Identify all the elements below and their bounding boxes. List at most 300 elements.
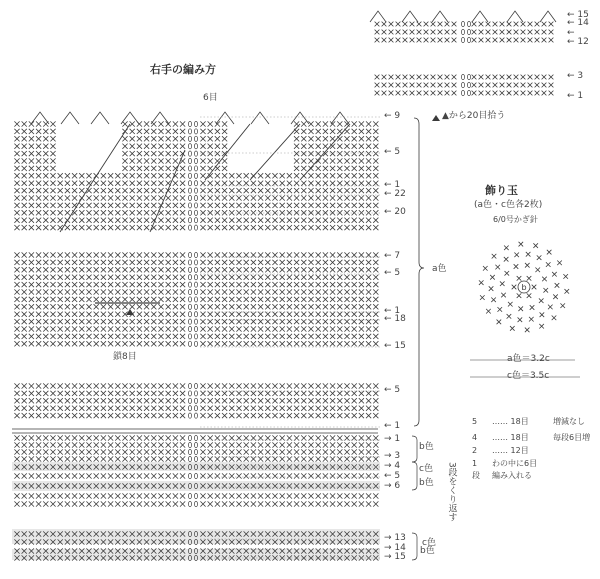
stitch-x	[101, 456, 106, 461]
stitch-x	[173, 341, 178, 346]
stitch-x	[222, 173, 227, 178]
stitch-x	[200, 173, 205, 178]
stitch-x	[287, 260, 292, 265]
ornament-stitch	[537, 255, 542, 260]
stitch-x	[173, 473, 178, 478]
stitch-x	[65, 195, 70, 200]
stitch-x	[151, 435, 156, 440]
stitch-x	[137, 144, 142, 149]
stitch-x	[158, 334, 163, 339]
stitch-x	[236, 391, 241, 396]
chain-stitch	[194, 136, 197, 141]
stitch-x	[115, 391, 120, 396]
pickup-marker-top	[432, 115, 440, 121]
stitch-x	[36, 341, 41, 346]
stitch-x	[229, 341, 234, 346]
stitch-x	[200, 166, 205, 171]
stitch-x	[280, 195, 285, 200]
stitch-x	[58, 181, 63, 186]
row-label: ← 22	[384, 189, 406, 199]
ornament-stitch	[527, 276, 532, 281]
stitch-x	[472, 91, 477, 96]
ornament-title: 飾り玉	[485, 184, 518, 197]
stitch-x	[272, 442, 277, 447]
stitch-x	[137, 129, 142, 134]
stitch-x	[180, 260, 185, 265]
stitch-x	[375, 83, 380, 88]
chain-stitch	[188, 319, 191, 324]
stitch-x	[359, 312, 364, 317]
stitch-x	[352, 493, 357, 498]
ornament-row-num: 4	[472, 433, 478, 442]
stitch-x	[366, 391, 371, 396]
stitch-x	[316, 166, 321, 171]
chain-stitch	[194, 456, 197, 461]
stitch-x	[79, 275, 84, 280]
ornament-row-num: 2	[472, 446, 478, 455]
stitch-x	[403, 91, 408, 96]
stitch-x	[359, 144, 364, 149]
stitch-x	[180, 501, 185, 506]
stitch-x	[200, 413, 205, 418]
stitch-x	[101, 435, 106, 440]
stitch-x	[215, 282, 220, 287]
stitch-x	[507, 22, 512, 27]
stitch-x	[359, 413, 364, 418]
stitch-x	[200, 449, 205, 454]
stitch-x	[101, 289, 106, 294]
stitch-x	[222, 260, 227, 265]
stitch-x	[323, 129, 328, 134]
stitch-x	[101, 267, 106, 272]
stitch-x	[173, 144, 178, 149]
chain-stitch	[194, 473, 197, 478]
stitch-x	[158, 406, 163, 411]
ornament-stitch	[517, 293, 522, 298]
stitch-x	[352, 188, 357, 193]
chain-stitch	[194, 334, 197, 339]
chain-stitch	[188, 341, 191, 346]
stitch-x	[14, 312, 19, 317]
stitch-x	[86, 218, 91, 223]
stitch-x	[236, 326, 241, 331]
stitch-x	[330, 473, 335, 478]
stitch-x	[215, 326, 220, 331]
stitch-x	[151, 136, 156, 141]
stitch-x	[108, 260, 113, 265]
stitch-x	[301, 136, 306, 141]
stitch-x	[200, 442, 205, 447]
stitch-x	[137, 218, 142, 223]
stitch-x	[265, 501, 270, 506]
stitch-x	[244, 275, 249, 280]
stitch-x	[22, 151, 27, 156]
stitch-x	[344, 267, 349, 272]
stitch-x	[251, 326, 256, 331]
stitch-x	[535, 30, 540, 35]
stitch-x	[301, 398, 306, 403]
stitch-x	[344, 312, 349, 317]
stitch-x	[14, 493, 19, 498]
stitch-x	[244, 442, 249, 447]
stitch-x	[316, 151, 321, 156]
stitch-x	[50, 267, 55, 272]
stitch-x	[94, 210, 99, 215]
stitch-x	[200, 144, 205, 149]
stitch-x	[36, 203, 41, 208]
stitch-x	[323, 225, 328, 230]
stitch-x	[236, 304, 241, 309]
stitch-x	[173, 151, 178, 156]
stitch-x	[373, 275, 378, 280]
stitch-x	[493, 91, 498, 96]
stitch-x	[22, 473, 27, 478]
stitch-x	[130, 473, 135, 478]
stitch-x	[137, 173, 142, 178]
stitch-x	[166, 326, 171, 331]
stitch-x	[229, 398, 234, 403]
stitch-x	[330, 449, 335, 454]
stitch-x	[50, 297, 55, 302]
stitch-x	[14, 210, 19, 215]
stitch-x	[301, 203, 306, 208]
stitch-x	[403, 38, 408, 43]
chain-stitch	[194, 442, 197, 447]
stitch-x	[208, 129, 213, 134]
stitch-x	[22, 173, 27, 178]
stitch-x	[29, 260, 34, 265]
stitch-x	[180, 406, 185, 411]
stitch-x	[521, 30, 526, 35]
stitch-x	[137, 225, 142, 230]
stitch-x	[200, 225, 205, 230]
stitch-x	[287, 473, 292, 478]
stitch-x	[445, 38, 450, 43]
stitch-x	[308, 267, 313, 272]
stitch-x	[122, 181, 127, 186]
stitch-x	[173, 435, 178, 440]
stitch-x	[50, 188, 55, 193]
stitch-x	[330, 260, 335, 265]
stitch-x	[166, 493, 171, 498]
stitch-x	[58, 398, 63, 403]
stitch-x	[280, 341, 285, 346]
stitch-x	[301, 275, 306, 280]
stitch-x	[208, 442, 213, 447]
stitch-x	[301, 218, 306, 223]
stitch-x	[222, 181, 227, 186]
stitch-x	[79, 391, 84, 396]
stitch-x	[200, 297, 205, 302]
stitch-x	[36, 136, 41, 141]
stitch-x	[65, 203, 70, 208]
stitch-x	[352, 275, 357, 280]
stitch-x	[389, 91, 394, 96]
ornament-stitch	[504, 257, 509, 262]
stitch-x	[29, 383, 34, 388]
stitch-x	[72, 456, 77, 461]
stitch-x	[344, 188, 349, 193]
stitch-x	[417, 83, 422, 88]
stitch-x	[258, 181, 263, 186]
stitch-x	[316, 391, 321, 396]
stitch-x	[144, 406, 149, 411]
stitch-x	[58, 341, 63, 346]
stitch-x	[359, 181, 364, 186]
stitch-x	[229, 203, 234, 208]
stitch-x	[323, 289, 328, 294]
stitch-x	[50, 406, 55, 411]
stitch-x	[94, 493, 99, 498]
stitch-x	[373, 121, 378, 126]
stitch-x	[158, 413, 163, 418]
stitch-x	[151, 210, 156, 215]
stitch-x	[200, 304, 205, 309]
stitch-x	[272, 501, 277, 506]
stitch-x	[535, 91, 540, 96]
stitch-x	[144, 188, 149, 193]
stitch-x	[352, 129, 357, 134]
stitch-x	[373, 151, 378, 156]
stitch-x	[222, 304, 227, 309]
stitch-x	[158, 129, 163, 134]
stitch-x	[410, 22, 415, 27]
stitch-x	[65, 275, 70, 280]
stitch-x	[222, 383, 227, 388]
stitch-x	[265, 181, 270, 186]
ornament-stitch	[552, 316, 557, 321]
stitch-x	[272, 341, 277, 346]
stitch-x	[180, 173, 185, 178]
chain-stitch	[461, 82, 464, 87]
ornament-stitch	[491, 297, 496, 302]
stitch-x	[323, 304, 328, 309]
stitch-x	[101, 319, 106, 324]
stitch-x	[208, 158, 213, 163]
stitch-x	[373, 136, 378, 141]
stitch-x	[366, 203, 371, 208]
stitch-x	[158, 442, 163, 447]
stitch-x	[115, 203, 120, 208]
stitch-x	[72, 319, 77, 324]
stitch-x	[272, 473, 277, 478]
stitch-x	[215, 501, 220, 506]
chain-stitch	[194, 181, 197, 186]
stitch-x	[50, 181, 55, 186]
stitch-x	[166, 166, 171, 171]
stitch-x	[229, 473, 234, 478]
stitch-x	[50, 252, 55, 257]
stitch-x	[352, 334, 357, 339]
stitch-x	[229, 501, 234, 506]
stitch-x	[130, 289, 135, 294]
stitch-x	[22, 121, 27, 126]
stitch-x	[373, 129, 378, 134]
stitch-x	[316, 203, 321, 208]
stitch-x	[215, 173, 220, 178]
stitch-x	[472, 75, 477, 80]
stitch-x	[316, 121, 321, 126]
stitch-x	[373, 203, 378, 208]
stitch-x	[200, 129, 205, 134]
stitch-x	[22, 383, 27, 388]
stitch-x	[94, 406, 99, 411]
stitch-x	[86, 413, 91, 418]
stitch-x	[200, 195, 205, 200]
stitch-x	[316, 181, 321, 186]
stitch-x	[29, 144, 34, 149]
stitch-x	[173, 195, 178, 200]
chain-stitch	[461, 90, 464, 95]
stitch-x	[287, 181, 292, 186]
stitch-x	[200, 260, 205, 265]
stitch-x	[308, 188, 313, 193]
top-row-label: ← 12	[567, 37, 589, 47]
stitch-x	[438, 22, 443, 27]
stitch-x	[236, 398, 241, 403]
stitch-x	[50, 442, 55, 447]
stitch-x	[366, 151, 371, 156]
stitch-x	[330, 181, 335, 186]
chain-stitch	[188, 383, 191, 388]
stitch-x	[445, 75, 450, 80]
stitch-x	[36, 260, 41, 265]
stitch-x	[244, 218, 249, 223]
stitch-x	[366, 260, 371, 265]
stitch-x	[389, 38, 394, 43]
stitch-x	[180, 341, 185, 346]
stitch-x	[294, 144, 299, 149]
stitch-x	[72, 383, 77, 388]
stitch-x	[316, 398, 321, 403]
stitch-x	[308, 334, 313, 339]
stitch-x	[244, 181, 249, 186]
stitch-x	[130, 188, 135, 193]
stitch-x	[144, 289, 149, 294]
stitch-x	[330, 326, 335, 331]
stitch-x	[344, 218, 349, 223]
stitch-x	[542, 75, 547, 80]
stitch-x	[58, 493, 63, 498]
top-row-label: ← 14	[567, 18, 589, 28]
stitch-x	[236, 383, 241, 388]
stitch-x	[22, 275, 27, 280]
stitch-x	[521, 22, 526, 27]
stitch-x	[287, 449, 292, 454]
chain-stitch	[194, 166, 197, 171]
stitch-x	[79, 442, 84, 447]
stitch-x	[308, 195, 313, 200]
stitch-x	[166, 225, 171, 230]
stitch-x	[229, 267, 234, 272]
stitch-x	[79, 456, 84, 461]
chain-stitch	[188, 312, 191, 317]
stitch-x	[22, 252, 27, 257]
stitch-x	[14, 275, 19, 280]
stitch-x	[65, 326, 70, 331]
stitch-x	[265, 275, 270, 280]
stitch-x	[208, 501, 213, 506]
stitch-x	[486, 22, 491, 27]
stitch-x	[215, 406, 220, 411]
stitch-x	[166, 473, 171, 478]
stitch-x	[151, 188, 156, 193]
stitch-x	[344, 260, 349, 265]
stitch-x	[58, 391, 63, 396]
stitch-x	[294, 442, 299, 447]
stitch-x	[22, 493, 27, 498]
stitch-x	[180, 203, 185, 208]
stitch-x	[215, 267, 220, 272]
stitch-x	[308, 136, 313, 141]
stitch-x	[294, 493, 299, 498]
stitch-x	[173, 225, 178, 230]
stitch-x	[144, 493, 149, 498]
stitch-x	[294, 398, 299, 403]
stitch-x	[272, 312, 277, 317]
stitch-x	[352, 218, 357, 223]
stitch-x	[22, 195, 27, 200]
stitch-x	[208, 334, 213, 339]
top-peak	[540, 11, 556, 22]
stitch-x	[200, 282, 205, 287]
chain-stitch	[467, 74, 470, 79]
stitch-x	[344, 195, 349, 200]
stitch-x	[14, 473, 19, 478]
stitch-x	[229, 449, 234, 454]
stitch-x	[173, 391, 178, 396]
stitch-x	[137, 267, 142, 272]
stitch-x	[287, 203, 292, 208]
stitch-x	[86, 391, 91, 396]
stitch-x	[373, 166, 378, 171]
stitch-x	[438, 30, 443, 35]
stitch-x	[272, 398, 277, 403]
stitch-x	[79, 188, 84, 193]
stitch-x	[94, 383, 99, 388]
stitch-x	[173, 181, 178, 186]
stitch-x	[493, 38, 498, 43]
stitch-x	[287, 304, 292, 309]
stitch-x	[166, 456, 171, 461]
stitch-x	[101, 225, 106, 230]
stitch-x	[316, 341, 321, 346]
row-label: ← 9	[384, 111, 401, 121]
stitch-x	[344, 406, 349, 411]
stitch-x	[337, 449, 342, 454]
stitch-x	[272, 383, 277, 388]
stitch-x	[258, 297, 263, 302]
stitch-x	[130, 334, 135, 339]
stitch-x	[200, 334, 205, 339]
stitch-x	[330, 304, 335, 309]
stitch-x	[65, 383, 70, 388]
stitch-x	[316, 449, 321, 454]
stitch-x	[94, 218, 99, 223]
ornament-stitch	[529, 317, 534, 322]
stitch-x	[352, 501, 357, 506]
stitch-x	[108, 267, 113, 272]
stitch-x	[108, 456, 113, 461]
ornament-stitch	[557, 261, 562, 266]
ornament-stitch	[483, 266, 488, 271]
stitch-x	[294, 225, 299, 230]
stitch-x	[236, 218, 241, 223]
stitch-x	[58, 275, 63, 280]
stitch-x	[265, 406, 270, 411]
stitch-x	[375, 38, 380, 43]
stitch-x	[158, 188, 163, 193]
